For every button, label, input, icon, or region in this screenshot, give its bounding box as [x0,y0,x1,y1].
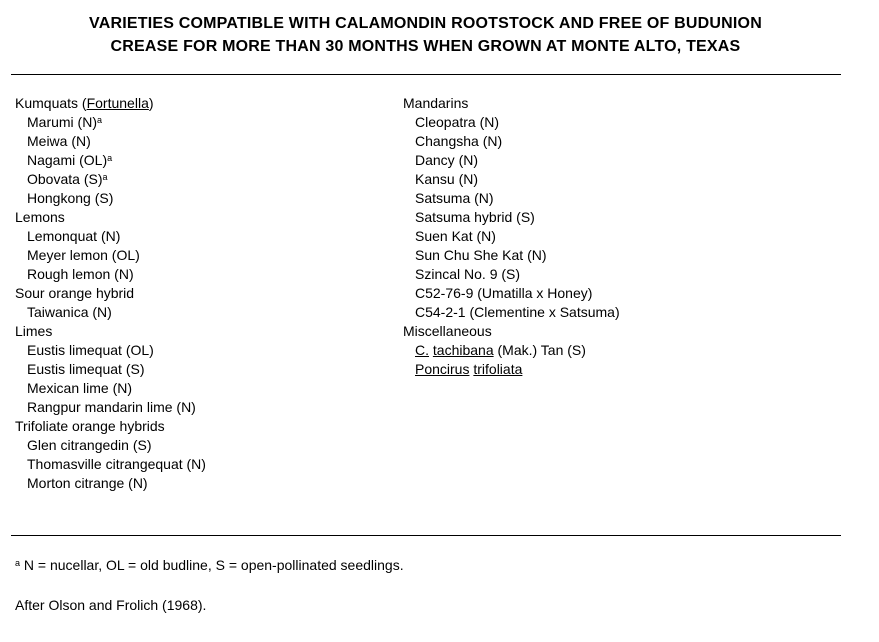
group-heading-miscellaneous: Miscellaneous [403,323,492,339]
list-item [15,170,206,189]
top-rule [11,74,841,75]
kumquats-label: Kumquats ( [15,95,87,111]
kumquats-genus: Fortunella [86,95,149,111]
list-item: Eustis limequat (S) [27,361,145,377]
kumquats-close: ) [148,95,154,111]
list-item: Kansu (N) [415,171,479,187]
footnote [15,556,404,575]
poncirus-genus: Poncirus [415,361,470,377]
left-column [15,94,206,493]
title-line-2: CREASE FOR MORE THAN 30 MONTHS WHEN GROWN AT MONTE ALTO, TEXAS [110,38,741,55]
list-item: Taiwanica (N) [27,304,112,320]
footnote-marker: a [107,153,113,163]
list-item [15,189,206,208]
footnote-text: N = nucellar, OL = old budline, S = open-pollinated seedlings. [20,557,404,573]
list-item: Suen Kat (N) [415,228,496,244]
list-item-text: Obovata (S) [27,171,103,187]
list-item: Morton citrange (N) [27,475,148,491]
list-item-poncirus [403,360,620,379]
list-item: Sun Chu She Kat (N) [415,247,547,263]
footnote-marker: a [102,172,108,182]
list-item: Satsuma hybrid (S) [415,209,535,225]
group-heading-trifoliate: Trifoliate orange hybrids [15,418,165,434]
document-title [0,12,851,58]
list-item: Mexican lime (N) [27,380,133,396]
source-citation: After Olson and Frolich (1968). [15,597,207,613]
tachibana-species: tachibana [432,342,494,358]
title-line-1: VARIETIES COMPATIBLE WITH CALAMONDIN ROOTSTOCK AND FREE OF BUDUNION [89,15,762,32]
list-item: Lemonquat (N) [27,228,121,244]
tachibana-genus: C. [415,342,429,358]
list-item-text: Nagami (OL) [27,152,108,168]
list-item [15,132,206,151]
list-item: Cleopatra (N) [415,114,500,130]
right-column [403,94,620,379]
list-item: Eustis limequat (OL) [27,342,154,358]
list-item: Changsha (N) [415,133,503,149]
group-heading-sour-orange: Sour orange hybrid [15,285,135,301]
list-item [15,151,206,170]
list-item: Meyer lemon (OL) [27,247,140,263]
bottom-rule [11,535,841,536]
list-item [15,113,206,132]
list-item: Satsuma (N) [415,190,494,206]
list-item-text: Hongkong (S) [27,190,114,206]
list-item: Dancy (N) [415,152,479,168]
list-item-tachibana [403,341,620,360]
list-item: Rough lemon (N) [27,266,134,282]
group-heading-kumquats [15,94,206,113]
list-item: C54-2-1 (Clementine x Satsuma) [415,304,620,320]
list-item: Szincal No. 9 (S) [415,266,521,282]
tachibana-authority: (Mak.) Tan (S) [493,342,586,358]
list-item: Thomasville citrangequat (N) [27,456,206,472]
poncirus-species: trifoliata [473,361,523,377]
list-item-text: Meiwa (N) [27,133,91,149]
group-heading-lemons: Lemons [15,209,65,225]
group-heading-limes: Limes [15,323,53,339]
footnote-marker: a [15,558,21,568]
group-heading-mandarins: Mandarins [403,95,469,111]
list-item: Glen citrangedin (S) [27,437,152,453]
list-item-text: Marumi (N) [27,114,97,130]
list-item: Rangpur mandarin lime (N) [27,399,196,415]
footnote-marker: a [97,115,103,125]
list-item: C52-76-9 (Umatilla x Honey) [415,285,593,301]
